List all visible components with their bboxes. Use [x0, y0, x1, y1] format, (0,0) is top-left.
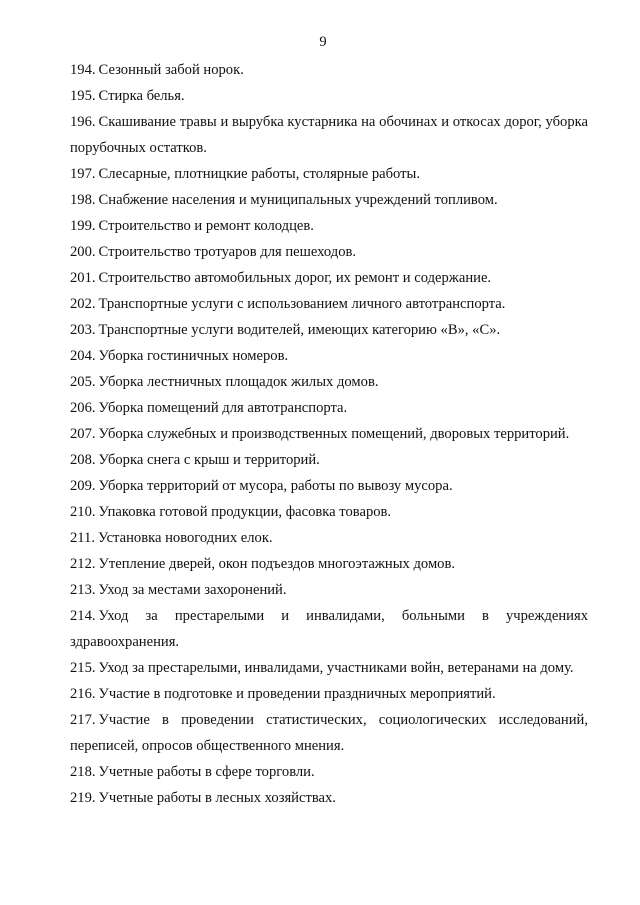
- list-item: [70, 291, 588, 317]
- item-text: Уборка снега с крыш и территорий.: [98, 452, 320, 468]
- item-number: 196.: [70, 114, 96, 130]
- item-number: 218.: [70, 764, 96, 780]
- item-text: Уход за престарелыми, инвалидами, участниками войн, ветеранами на дому.: [98, 660, 574, 676]
- list-item: [70, 447, 588, 473]
- list-item: [70, 317, 588, 343]
- item-number: 219.: [70, 790, 96, 806]
- item-text: Транспортные услуги с использованием личного автотранспорта.: [98, 296, 506, 312]
- list-item: [70, 603, 588, 655]
- item-text: Учетные работы в лесных хозяйствах.: [98, 790, 336, 806]
- item-text: Уход за местами захоронений.: [98, 582, 287, 598]
- item-number: 206.: [70, 400, 96, 416]
- item-text: Учетные работы в сфере торговли.: [98, 764, 315, 780]
- item-number: 197.: [70, 166, 96, 182]
- list-item: [70, 473, 588, 499]
- item-text: Уборка лестничных площадок жилых домов.: [98, 374, 379, 390]
- item-text: Установка новогодних елок.: [98, 530, 273, 546]
- item-number: 212.: [70, 556, 96, 572]
- item-text: Стирка белья.: [98, 88, 185, 104]
- list-item: [70, 421, 588, 447]
- item-number: 202.: [70, 296, 96, 312]
- item-number: 199.: [70, 218, 96, 234]
- list-item: [70, 213, 588, 239]
- item-text: Участие в подготовке и проведении праздничных мероприятий.: [98, 686, 496, 702]
- item-number: 195.: [70, 88, 96, 104]
- item-text: Скашивание травы и вырубка кустарника на обочинах и откосах дорог, уборка порубочных остатков.: [70, 114, 588, 156]
- item-number: 215.: [70, 660, 96, 676]
- item-number: 200.: [70, 244, 96, 260]
- item-number: 205.: [70, 374, 96, 390]
- item-number: 211.: [70, 530, 95, 546]
- list-item: [70, 499, 588, 525]
- item-text: Строительство тротуаров для пешеходов.: [98, 244, 357, 260]
- list-item: [70, 239, 588, 265]
- item-text: Утепление дверей, окон подъездов многоэтажных домов.: [98, 556, 456, 572]
- list-item: [70, 161, 588, 187]
- list-item: [70, 785, 588, 811]
- list-item: [70, 395, 588, 421]
- item-text: Снабжение населения и муниципальных учреждений топливом.: [98, 192, 498, 208]
- item-text: Уборка гостиничных номеров.: [98, 348, 289, 364]
- item-number: 194.: [70, 62, 96, 78]
- item-number: 204.: [70, 348, 96, 364]
- item-number: 208.: [70, 452, 96, 468]
- list-item: [70, 551, 588, 577]
- item-number: 201.: [70, 270, 96, 286]
- item-text: Уборка служебных и производственных помещений, дворовых территорий.: [98, 426, 570, 442]
- item-text: Сезонный забой норок.: [98, 62, 244, 78]
- item-text: Строительство автомобильных дорог, их ремонт и содержание.: [98, 270, 492, 286]
- list-item: [70, 57, 588, 83]
- list-item: [70, 83, 588, 109]
- item-number: 203.: [70, 322, 96, 338]
- item-text: Уборка территорий от мусора, работы по вывозу мусора.: [98, 478, 453, 494]
- item-number: 207.: [70, 426, 96, 442]
- list-item: [70, 525, 588, 551]
- item-text: Уход за престарелыми и инвалидами, больными в учреждениях здравоохранения.: [70, 608, 588, 650]
- item-number: 214.: [70, 608, 96, 624]
- list-item: [70, 369, 588, 395]
- list-item: [70, 681, 588, 707]
- item-text: Участие в проведении статистических, социологических исследований, переписей, опросов общественного мнения.: [70, 712, 588, 754]
- numbered-list: [70, 57, 588, 811]
- list-item: [70, 343, 588, 369]
- list-item: [70, 109, 588, 161]
- list-item: [70, 707, 588, 759]
- item-number: 198.: [70, 192, 96, 208]
- list-item: [70, 577, 588, 603]
- item-number: 213.: [70, 582, 96, 598]
- item-text: Строительство и ремонт колодцев.: [98, 218, 314, 234]
- page-number: 9: [319, 34, 327, 50]
- list-item: [70, 265, 588, 291]
- item-text: Упаковка готовой продукции, фасовка товаров.: [98, 504, 392, 520]
- item-text: Слесарные, плотницкие работы, столярные работы.: [98, 166, 420, 182]
- item-number: 210.: [70, 504, 96, 520]
- item-number: 209.: [70, 478, 96, 494]
- item-text: Уборка помещений для автотранспорта.: [98, 400, 348, 416]
- item-number: 217.: [70, 712, 96, 728]
- list-item: [70, 759, 588, 785]
- list-item: [70, 187, 588, 213]
- item-number: 216.: [70, 686, 96, 702]
- list-item: [70, 655, 588, 681]
- item-text: Транспортные услуги водителей, имеющих категорию «В», «С».: [98, 322, 501, 338]
